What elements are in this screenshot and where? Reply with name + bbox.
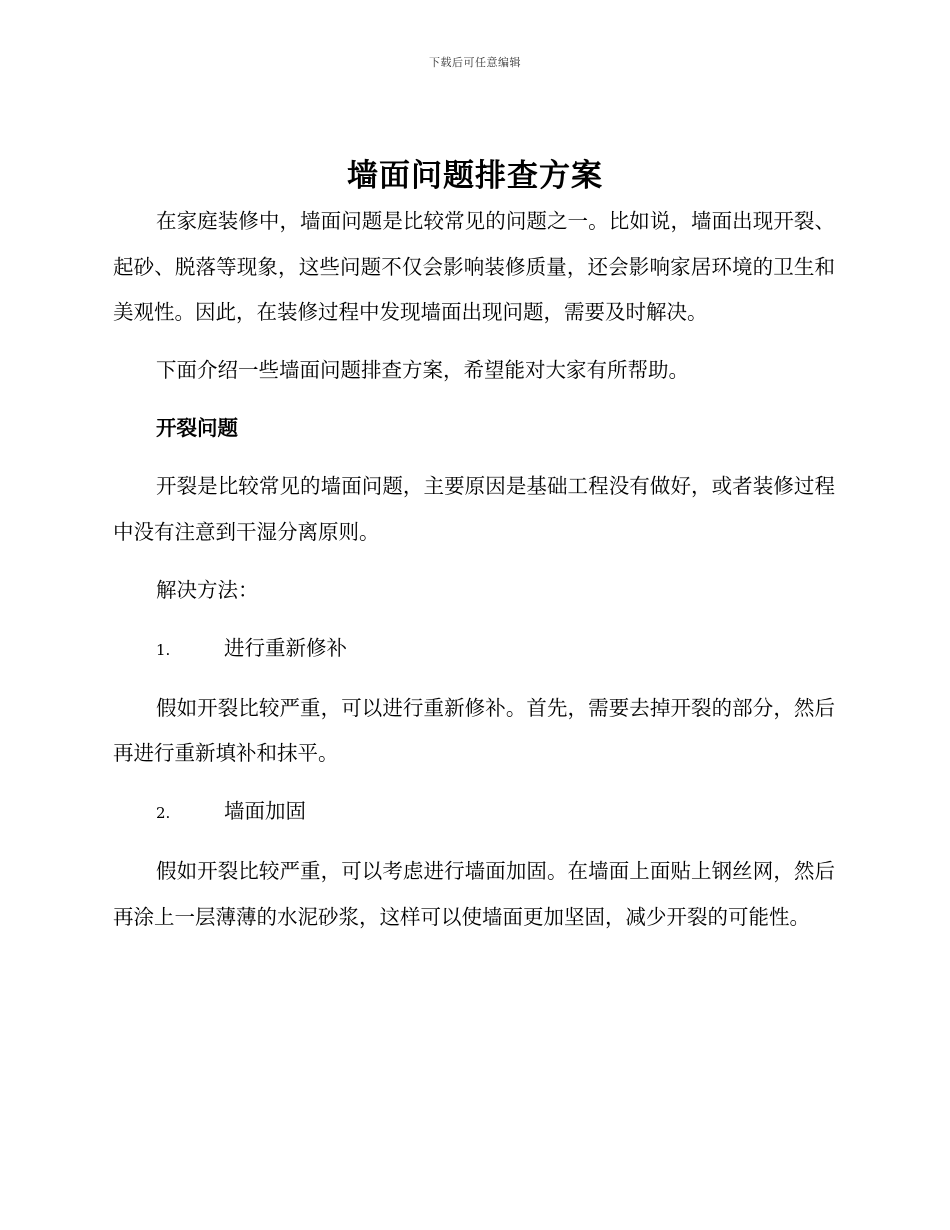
- list-item: [113, 626, 835, 674]
- list-item-description: 假如开裂比较严重，可以进行重新修补。首先，需要去掉开裂的部分，然后再进行重新填补和抹平。: [113, 695, 835, 765]
- solution-label: 解决方法：: [156, 577, 259, 602]
- list-item-title: 进行重新修补: [224, 635, 347, 660]
- list-item-number: 1.: [156, 640, 171, 659]
- section-heading: 开裂问题: [156, 416, 238, 440]
- page-header: 下载后可任意编辑: [429, 56, 521, 69]
- list-item: [113, 789, 835, 837]
- cause-paragraph: 开裂是比较常见的墙面问题，主要原因是基础工程没有做好，或者装修过程中没有注意到干湿分离原则。: [113, 474, 835, 544]
- list-item-description: 假如开裂比较严重，可以考虑进行墙面加固。在墙面上面贴上钢丝网，然后再涂上一层薄薄的水泥砂浆，这样可以使墙面更加坚固，减少开裂的可能性。: [113, 859, 835, 929]
- document-body: [113, 199, 835, 953]
- intro-paragraph: 下面介绍一些墙面问题排查方案，希望能对大家有所帮助。: [156, 358, 689, 382]
- list-item-title: 墙面加固: [224, 799, 306, 823]
- intro-paragraph: 在家庭装修中，墙面问题是比较常见的问题之一。比如说，墙面出现开裂、起砂、脱落等现象，这些问题不仅会影响装修质量，还会影响家居环境的卫生和美观性。因此，在装修过程中发现墙面出现问题，需要及时解决。: [113, 209, 835, 324]
- document-title: 墙面问题排查方案: [347, 158, 603, 194]
- list-item-number: 2.: [156, 804, 171, 822]
